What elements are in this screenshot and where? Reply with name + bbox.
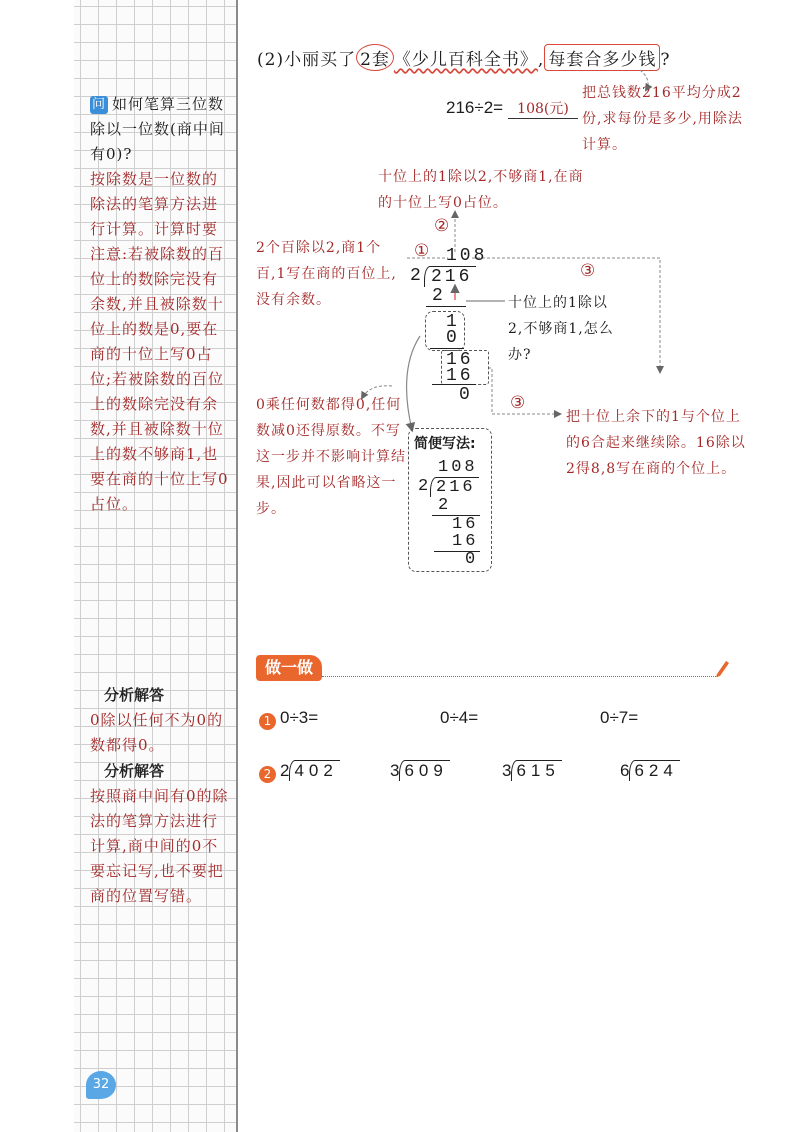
book-title: 《少儿百科全书》 [393, 50, 538, 70]
simple-quotient: 108 [438, 458, 478, 477]
step2-rule [430, 348, 464, 349]
note-tens-place: 十位上的1除以2,不够商1,在商的十位上写0占位。 [378, 169, 584, 211]
exercise-1-badge: 1 [259, 710, 276, 730]
step3-product: 16 [446, 366, 474, 386]
analysis-text-1: 0除以任何不为0的数都得0。 [90, 711, 224, 754]
marker-2: ② [434, 216, 450, 236]
marker-3b: ③ [510, 393, 526, 413]
question-icon: 问 [91, 97, 106, 112]
exercise-2-badge: 2 [259, 763, 276, 783]
exercise-header-rule [322, 676, 718, 677]
question-text: 如何笔算三位数除以一位数(商中间有0)? [90, 95, 225, 163]
note-question: 十位上的1除以2,不够商1,怎么办? [508, 295, 614, 363]
step1-rule [426, 306, 466, 307]
simple-step1: 2 [438, 496, 449, 515]
exercise-1a: 0÷3= [280, 708, 319, 727]
simple-remainder: 0 [465, 550, 476, 569]
exercise-2c: 3 615 [502, 761, 560, 780]
simple-step3: 16 [452, 532, 479, 551]
quotient: 108 [446, 246, 488, 266]
exercise-1c: 0÷7= [600, 708, 639, 727]
exercise-header: 做一做 [256, 655, 322, 681]
step1-product: 2 [432, 286, 443, 306]
note-hundreds-place: 2个百除以2,商1个百,1写在商的百位上,没有余数。 [256, 240, 397, 308]
note-ones-place: 把十位上余下的1与个位上的6合起来继续除。16除以2得8,8写在商的个位上。 [566, 409, 746, 477]
dividend: 216 [424, 266, 476, 287]
marker-3a: ③ [580, 261, 596, 281]
simple-step2: 16 [452, 515, 479, 534]
sidebar-answer: 按除数是一位数的除法的笔算方法进行计算。计算时要注意:若被除数的百位上的数除完没有余数,并且被除数十位上的数是0,要在商的十位上写0占位;若被除数的百位上的数除完没有余数,并且被除数十位上的数不够商1,也要在商的十位上写0占位。 [90, 170, 229, 513]
exercise-2b: 3 609 [390, 761, 448, 780]
page-number: 32 [86, 1071, 116, 1099]
problem-comma: , [537, 50, 545, 70]
divisor: 2 [410, 266, 421, 286]
pencil-icon [714, 659, 728, 673]
set-count: 2套 [356, 44, 394, 71]
problem-prefix: (2)小丽买了 [257, 50, 357, 70]
simple-divisor: 2 [418, 477, 429, 496]
step2-dividend: 1 [446, 312, 457, 332]
analysis-title-2: 分析解答 [104, 762, 165, 780]
marker-1: ① [414, 241, 430, 261]
simple-format-title: 简便写法: [414, 436, 476, 452]
analysis-title-1: 分析解答 [104, 686, 165, 704]
exercise-1b: 0÷4= [440, 708, 479, 727]
note-zero-step: 0乘任何数都得0,任何数减0还得原数。不写这一步并不影响计算结果,因此可以省略这一步。 [256, 397, 406, 517]
remainder: 0 [459, 385, 470, 405]
exercise-2d: 6 624 [620, 761, 678, 780]
exercise-2a: 2 402 [280, 761, 338, 780]
step2-product: 0 [446, 328, 457, 348]
equation: 216÷2= [446, 98, 504, 117]
problem-question-mark: ? [660, 50, 671, 70]
hint-note: 把总钱数216平均分成2份,求每份是多少,用除法计算。 [582, 85, 743, 153]
simple-dividend: 216 [430, 477, 479, 497]
analysis-text-2: 按照商中间有0的除法的笔算方法进行计算,商中间的0不要忘记写,也不要把商的位置写错。 [90, 787, 229, 905]
problem-question: 每套合多少钱 [544, 44, 660, 71]
step3-dividend: 16 [446, 350, 474, 370]
skippable-step-box [425, 311, 465, 351]
equation-answer: 108(元) [508, 98, 578, 119]
